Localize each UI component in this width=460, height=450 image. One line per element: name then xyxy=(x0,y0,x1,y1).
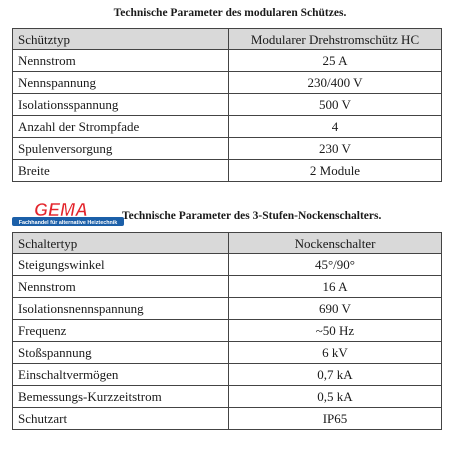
row-label: Steigungswinkel xyxy=(13,254,229,276)
row-value: 45°/90° xyxy=(229,254,442,276)
table-row xyxy=(13,408,442,430)
row-value: IP65 xyxy=(229,408,442,430)
row-value: ~50 Hz xyxy=(229,320,442,342)
row-label: Spulenversorgung xyxy=(13,138,229,160)
header-value: Nockenschalter xyxy=(229,233,442,254)
header-label: Schaltertyp xyxy=(13,233,229,254)
table-row xyxy=(13,254,442,276)
table-row xyxy=(13,160,442,182)
table-row xyxy=(13,298,442,320)
row-value: 16 A xyxy=(229,276,442,298)
row-value: 230 V xyxy=(229,138,442,160)
gema-logo xyxy=(12,199,124,231)
row-label: Frequenz xyxy=(13,320,229,342)
row-value: 0,5 kA xyxy=(229,386,442,408)
row-value: 25 A xyxy=(229,50,442,72)
row-label: Einschaltvermögen xyxy=(13,364,229,386)
table1-caption: Technische Parameter des modularen Schützes. xyxy=(113,7,347,19)
row-value: 230/400 V xyxy=(229,72,442,94)
row-label: Breite xyxy=(13,160,229,182)
table-row xyxy=(13,276,442,298)
row-label: Schutzart xyxy=(13,408,229,430)
row-label: Nennspannung xyxy=(13,72,229,94)
row-value: 500 V xyxy=(229,94,442,116)
logo-wordmark: GEMA xyxy=(34,200,88,220)
logo-subtitle: Fachhandel für alternative Heiztechnik xyxy=(18,220,118,226)
row-label: Anzahl der Strompfade xyxy=(13,116,229,138)
row-label: Isolationsnennspannung xyxy=(13,298,229,320)
row-value: 2 Module xyxy=(229,160,442,182)
table-row xyxy=(13,364,442,386)
cam-switch-parameters-table xyxy=(12,232,442,430)
row-value: 690 V xyxy=(229,298,442,320)
table2-caption: Technische Parameter des 3-Stufen-Nockenschalters. xyxy=(122,210,382,222)
row-label: Stoßspannung xyxy=(13,342,229,364)
table-header-row xyxy=(13,29,442,50)
table-row xyxy=(13,116,442,138)
row-label: Nennstrom xyxy=(13,276,229,298)
row-value: 4 xyxy=(229,116,442,138)
table-row xyxy=(13,50,442,72)
table-row xyxy=(13,386,442,408)
header-label: Schütztyp xyxy=(13,29,229,50)
table-row xyxy=(13,138,442,160)
row-label: Isolationsspannung xyxy=(13,94,229,116)
row-value: 6 kV xyxy=(229,342,442,364)
table-header-row xyxy=(13,233,442,254)
header-value: Modularer Drehstromschütz HC xyxy=(229,29,442,50)
row-label: Bemessungs-Kurzzeitstrom xyxy=(13,386,229,408)
table-row xyxy=(13,342,442,364)
table-row xyxy=(13,72,442,94)
table-row xyxy=(13,94,442,116)
row-value: 0,7 kA xyxy=(229,364,442,386)
row-label: Nennstrom xyxy=(13,50,229,72)
contactor-parameters-table xyxy=(12,28,442,182)
table-row xyxy=(13,320,442,342)
